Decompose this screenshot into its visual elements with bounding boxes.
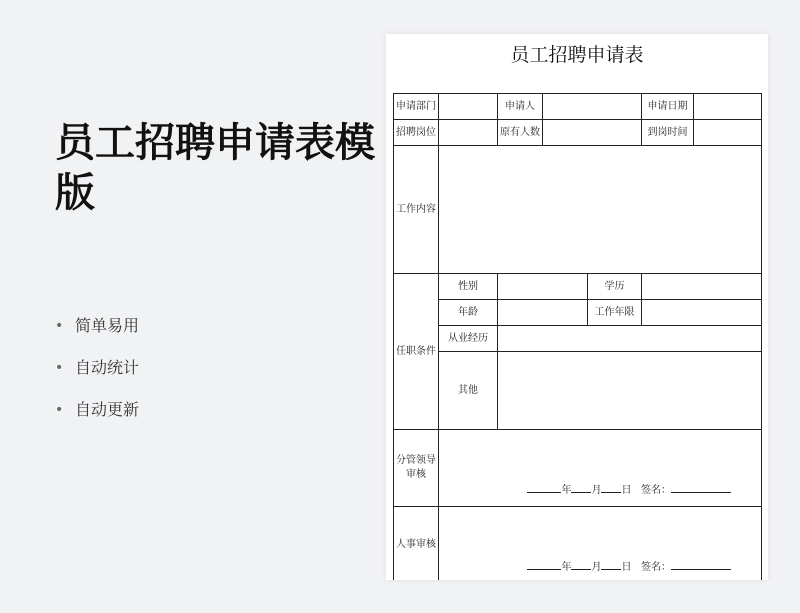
signature-line: 年 月 日 签名： [527, 482, 731, 498]
blank-line [571, 482, 591, 493]
field-position[interactable] [439, 120, 498, 146]
form-row [394, 430, 762, 507]
label-age: 年龄 [439, 300, 498, 326]
field-other[interactable] [498, 352, 762, 430]
blank-line [527, 559, 561, 570]
feature-list [55, 312, 139, 438]
form-row [394, 326, 762, 352]
label-experience: 从业经历 [439, 326, 498, 352]
field-gender[interactable] [498, 274, 588, 300]
feature-item: • 自动统计 [55, 354, 139, 396]
form-row [394, 274, 762, 300]
document-preview [386, 34, 768, 580]
blank-line [527, 482, 561, 493]
field-current-staff[interactable] [543, 120, 642, 146]
field-hr-review[interactable] [439, 507, 762, 581]
form-row [394, 300, 762, 326]
label-work-years: 工作年限 [588, 300, 642, 326]
label-education: 学历 [588, 274, 642, 300]
field-age[interactable] [498, 300, 588, 326]
form-row [394, 507, 762, 581]
field-experience[interactable] [498, 326, 762, 352]
field-apply-date[interactable] [694, 94, 762, 120]
blank-line [671, 559, 731, 570]
label-current-staff: 原有人数 [498, 120, 543, 146]
field-onboard-date[interactable] [694, 120, 762, 146]
form-row [394, 94, 762, 120]
field-work-years[interactable] [642, 300, 762, 326]
label-position: 招聘岗位 [394, 120, 439, 146]
label-requirements: 任职条件 [394, 274, 439, 430]
application-form [393, 93, 762, 580]
label-department: 申请部门 [394, 94, 439, 120]
label-other: 其他 [439, 352, 498, 430]
label-gender: 性别 [439, 274, 498, 300]
signature-line: 年 月 日 签名： [527, 559, 731, 575]
label-applicant: 申请人 [498, 94, 543, 120]
label-onboard-date: 到岗时间 [642, 120, 694, 146]
blank-line [601, 482, 621, 493]
document-title: 员工招聘申请表 [510, 44, 644, 66]
label-hr-review: 人事审核 [394, 507, 439, 581]
form-row [394, 352, 762, 430]
form-row [394, 120, 762, 146]
feature-item: • 自动更新 [55, 396, 139, 438]
feature-item: • 简单易用 [55, 312, 139, 354]
label-apply-date: 申请日期 [642, 94, 694, 120]
form-row [394, 146, 762, 274]
promo-title: 员工招聘申请表模版 [55, 120, 375, 216]
field-department[interactable] [439, 94, 498, 120]
blank-line [671, 482, 731, 493]
field-education[interactable] [642, 274, 762, 300]
bullet-icon: • [55, 360, 64, 376]
field-applicant[interactable] [543, 94, 642, 120]
field-job-content[interactable] [439, 146, 762, 274]
bullet-icon: • [55, 402, 64, 418]
label-manager-review: 分管领导审核 [394, 430, 439, 507]
blank-line [571, 559, 591, 570]
blank-line [601, 559, 621, 570]
field-manager-review[interactable] [439, 430, 762, 507]
label-job-content: 工作内容 [394, 146, 439, 274]
bullet-icon: • [55, 318, 64, 334]
